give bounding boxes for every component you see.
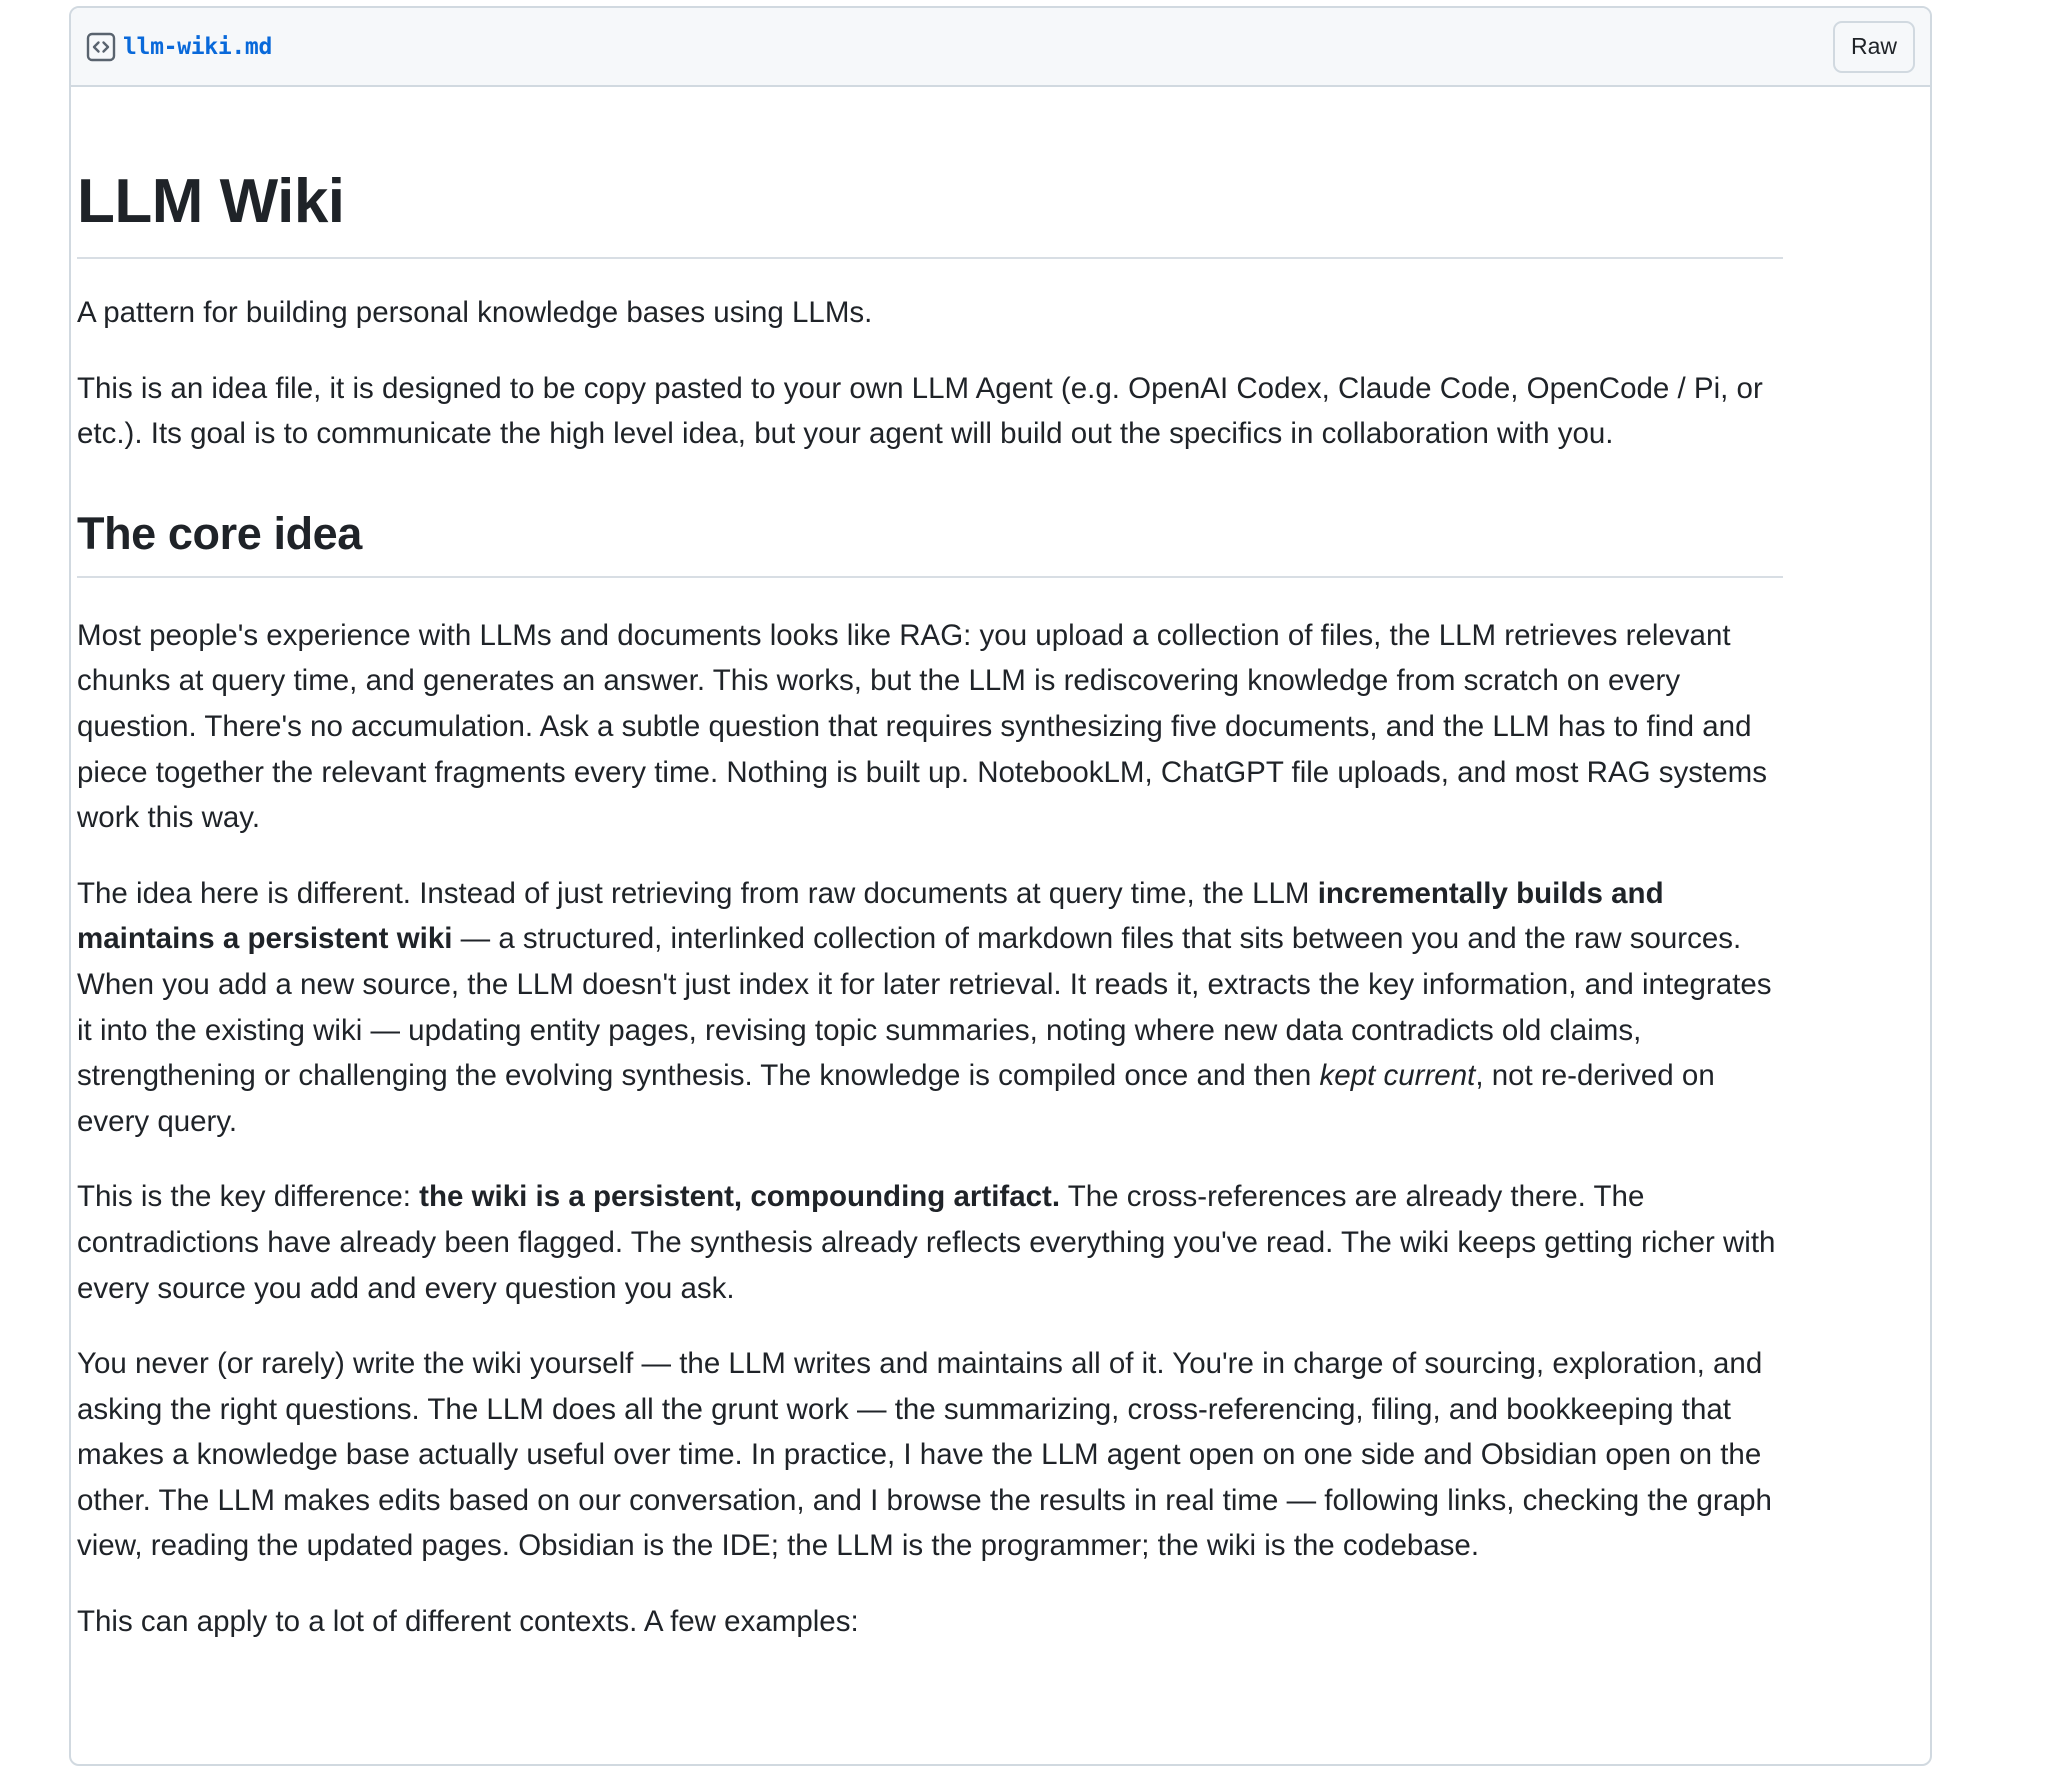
idea-different-paragraph: [77, 871, 1783, 1145]
page-title: LLM Wiki: [77, 79, 1783, 259]
key-difference-paragraph: [77, 1174, 1783, 1311]
bold-text: incrementally builds and maintains a persistent wiki: [77, 876, 1664, 956]
intro-paragraph: A pattern for building personal knowledge bases using LLMs.: [77, 296, 873, 329]
text-run: The idea here is different. Instead of just retrieving from raw documents at query time, the LLM: [77, 876, 1318, 910]
section-heading-core-idea: The core idea: [77, 505, 1783, 578]
file-name-group: [86, 32, 272, 62]
markdown-body: [77, 79, 1783, 1645]
text-run: This is the key difference:: [77, 1180, 420, 1214]
italic-text: kept current: [1319, 1059, 1476, 1093]
file-name-link[interactable]: llm-wiki.md: [123, 33, 273, 60]
bold-text: the wiki is a persistent, compounding artifact.: [419, 1180, 1061, 1214]
contexts-paragraph: This can apply to a lot of different contexts. A few examples:: [77, 1605, 859, 1639]
code-file-icon: [86, 32, 116, 62]
raw-button[interactable]: Raw: [1833, 21, 1915, 73]
text-run: The cross-references are already there. The contradictions have already been flagged. The synthesis already reflects everything you've read. The wiki keeps getting richer with every source you add and every question you ask.: [77, 1180, 1776, 1305]
rag-paragraph: Most people's experience with LLMs and documents looks like RAG: you upload a collection of files, the LLM retrieves relevant chunks at query time, and generates an answer. This works, but the LLM is rediscovering knowledge from scratch on every question. There's no accumulation. Ask a subtle question that requires synthesizing five documents, and the LLM has to find and piece together the relevant fragments every time. Nothing is built up. NotebookLM, ChatGPT file uploads, and most RAG systems work this way.: [77, 618, 1767, 835]
idea-file-paragraph: This is an idea file, it is designed to be copy pasted to your own LLM Agent (e.g. OpenAI Codex, Claude Code, OpenCode / Pi, or etc.). Its goal is to communicate the high level idea, but your agent will build out the specifics in collaboration with you.: [77, 371, 1763, 451]
never-write-paragraph: You never (or rarely) write the wiki yourself — the LLM writes and maintains all of it. You're in charge of sourcing, exploration, and asking the right questions. The LLM does all the grunt work — the summarizing, cross-referencing, filing, and bookkeeping that makes a knowledge base actually useful over time. In practice, I have the LLM agent open on one side and Obsidian open on the other. The LLM makes edits based on our conversation, and I browse the results in real time — following links, checking the graph view, reading the updated pages. Obsidian is the IDE; the LLM is the programmer; the wiki is the codebase.: [77, 1347, 1772, 1563]
text-run: , not re-derived on every query.: [77, 1059, 1715, 1138]
text-run: — a structured, interlinked collection of markdown files that sits between you and the raw sources. When you add a new source, the LLM doesn't just index it for later retrieval. It reads it, extracts the key information, and integrates it into the existing wiki — updating entity pages, revising topic summaries, noting where new data contradicts old claims, strengthening or challenging the evolving synthesis. The knowledge is compiled once and then: [77, 922, 1772, 1093]
file-header: [71, 8, 1930, 87]
